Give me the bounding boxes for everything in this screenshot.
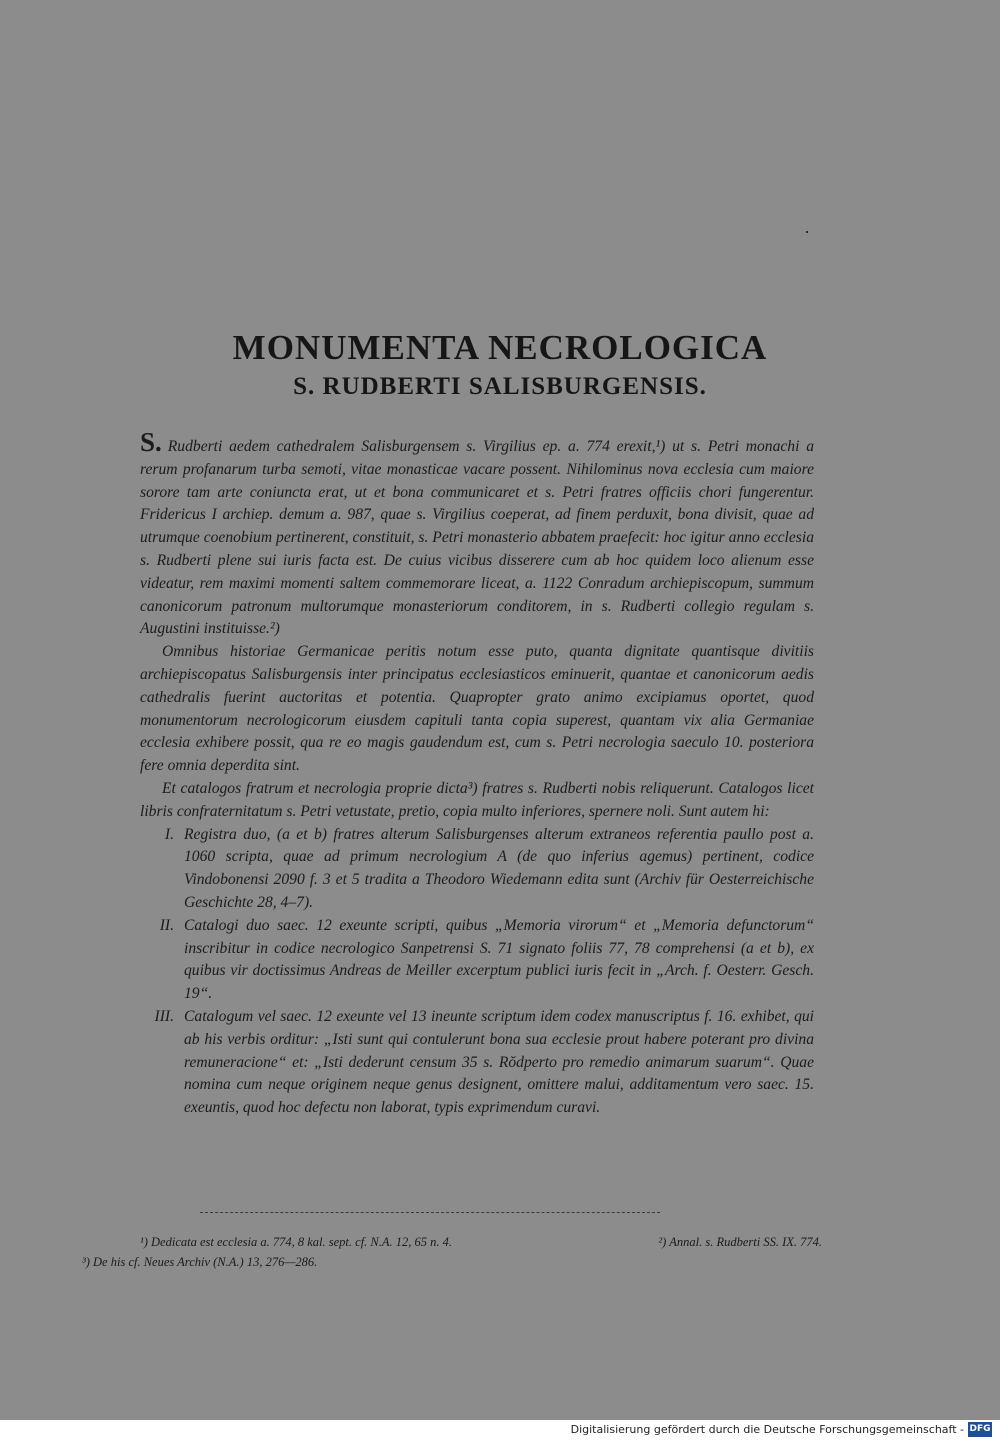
main-text	[140, 427, 814, 1120]
list-item	[140, 1006, 814, 1120]
footnote-divider	[200, 1212, 660, 1213]
list-item	[140, 915, 814, 1006]
list-item-text: Catalogum vel saec. 12 exeunte vel 13 ineunte scriptum idem codex manuscriptus f. 16. exhibet, qui ab his verbis orditur: „Isti sunt qui contulerunt bona sua ecclesie prout habere poterant pro divina remuneracione“ et: „Isti dederunt censum 35 s. Rŏdperto pro remedio animarum suarum“. Quae nomina cum neque originem neque genus designent, omittere malui, additamentum vero saec. 15. exeuntis, quod hoc defectu non laborat, typis exprimendum curavi.	[184, 1007, 814, 1117]
paragraph-2: Omnibus historiae Germanicae peritis notum esse puto, quanta dignitate quantisque divitiis archiepiscopatus Salisburgensis inter principatus ecclesiasticos eminuerit, quantae et canonicorum aedis cathedralis fuerint auctoritas et potentia. Quapropter grato animo excipiamus oportet, quod monumentorum necrologicorum eiusdem capituli tanta copia superest, quantam vix alia Germaniae ecclesia exhibere possit, qua re eo magis gaudendum est, cum s. Petri necrologia saeculo 10. posteriora fere omnia deperdita sint.	[140, 643, 814, 775]
catalog-list	[140, 824, 814, 1120]
funding-credit: Digitalisierung gefördert durch die Deutsche Forschungsgemeinschaft -	[570, 1423, 964, 1436]
paragraph-3: Et catalogos fratrum et necrologia proprie dicta³) fratres s. Rudberti nobis reliquerunt. Catalogos licet libris confraternitatum s. Petri vetustate, pretio, copia multo inferiores, spernere noli. Sunt autem hi:	[140, 779, 814, 820]
paragraph-1-text: Rudberti aedem cathedralem Salisburgensem s. Virgilius ep. a. 774 erexit,¹) ut s. Petri monachi a rerum profanarum turba semoti, vitae monasticae vacare possent. Nihilominus nova ecclesia cum maiore sorore tam arte coniuncta erat, ut et bona communicaret et s. Petri fratres officiis chori fungerentur. Fridericus I archiep. demum a. 987, quae s. Virgilius coeperat, ad finem perduxit, bona divisit, quae ad utrumque coenobium pertinerent, constituit, s. Petri monasterio abbatem praefecit: hoc igitur anno ecclesia s. Rudberti plene sui iuris facta est. De cuius vicibus disserere cum ab hoc quidem loco alienum esse videatur, rem maximi momenti saltem commemorare liceat, a. 1122 Conradum archiepiscopum, summum canonicorum patronum multorumque monasteriorum conditorem, in s. Rudberti collegio regulam s. Augustini instituisse.²)	[140, 438, 814, 638]
footnote-1: ¹) Dedicata est ecclesia a. 774, 8 kal. sept. cf. N.A. 12, 65 n. 4.	[140, 1235, 453, 1249]
list-item-number: I.	[164, 825, 174, 843]
footnote-row	[82, 1232, 822, 1252]
list-item-number: II.	[159, 916, 174, 934]
list-item	[140, 824, 814, 915]
list-item-number: III.	[154, 1007, 174, 1025]
list-item-text: Catalogi duo saec. 12 exeunte scripti, quibus „Memoria virorum“ et „Memoria defunctorum“ inscribitur in codice necrologico Sanpetrensi S. 71 signato foliis 77, 78 comprehensi (a et b), ex quibus vir doctissimus Andreas de Meiller excerptum publici iuris fecit in „Arch. f. Oesterr. Gesch. 19“.	[184, 916, 814, 1003]
list-item-text: Registra duo, (a et b) fratres alterum Salisburgenses alterum extraneos referentia paullo post a. 1060 scripta, quae ad primum necrologium A (de quo inferius agemus) pertinent, codice Vindobonensi 2090 f. 3 et 5 tradita a Theodoro Wiedemann edita sunt (Archiv für Oesterreichische Geschichte 28, 4–7).	[184, 825, 814, 911]
dfg-logo-icon: DFG	[968, 1422, 992, 1437]
funding-footer	[0, 1420, 1000, 1440]
document-subtitle: S. RUDBERTI SALISBURGENSIS.	[293, 373, 707, 400]
paragraph-1	[140, 427, 814, 641]
document-title: MONUMENTA NECROLOGICA	[232, 328, 768, 367]
scan-speck	[806, 231, 808, 233]
footnote-2: ²) Annal. s. Rudberti SS. IX. 774.	[658, 1235, 822, 1249]
drop-cap: S.	[140, 427, 162, 457]
footnotes	[82, 1232, 822, 1272]
footnote-3: ³) De his cf. Neues Archiv (N.A.) 13, 276—286.	[82, 1255, 318, 1269]
